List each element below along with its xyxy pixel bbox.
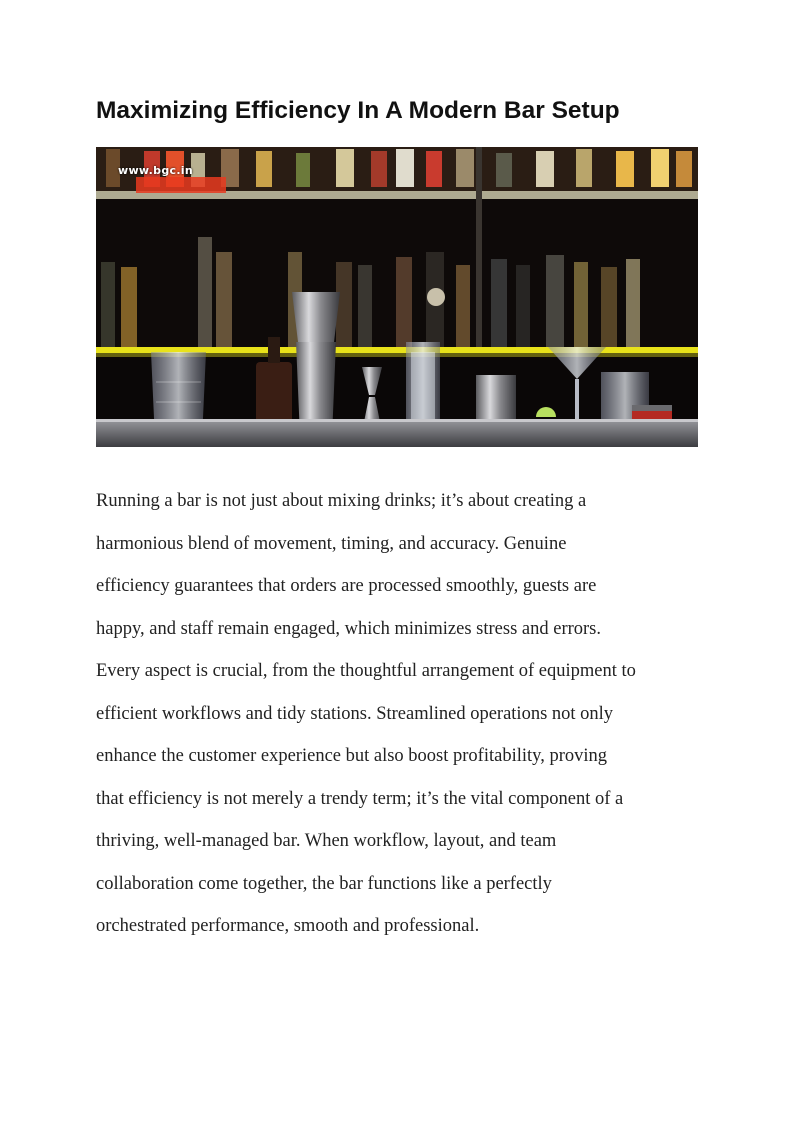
paragraph-line: Running a bar is not just about mixing drinks; it’s about creating a <box>96 491 587 511</box>
paragraph-line: thriving, well-managed bar. When workflow, layout, and team <box>96 831 557 851</box>
paragraph-line: Every aspect is crucial, from the thoughtful arrangement of equipment to <box>96 661 636 681</box>
paragraph-line: collaboration come together, the bar functions like a perfectly <box>96 873 552 894</box>
bar-scene-illustration <box>96 147 698 447</box>
paragraph-line: orchestrated performance, smooth and professional. <box>96 916 480 936</box>
image-watermark: www.bgc.in <box>118 164 194 177</box>
paragraph-line: enhance the customer experience but also boost profitability, proving <box>96 746 607 766</box>
paragraph-line: harmonious blend of movement, timing, and accuracy. Genuine <box>96 533 567 554</box>
paragraph-line: that efficiency is not merely a trendy term; it’s the vital component of a <box>96 788 624 809</box>
bar-photo <box>96 147 698 447</box>
page-title: Maximizing Efficiency In A Modern Bar Setup <box>96 97 620 124</box>
article-paragraph <box>96 480 700 948</box>
paragraph-line: efficient workflows and tidy stations. Streamlined operations not only <box>96 703 614 724</box>
paragraph-line: efficiency guarantees that orders are processed smoothly, guests are <box>96 576 597 596</box>
paragraph-line: happy, and staff remain engaged, which minimizes stress and errors. <box>96 618 602 639</box>
